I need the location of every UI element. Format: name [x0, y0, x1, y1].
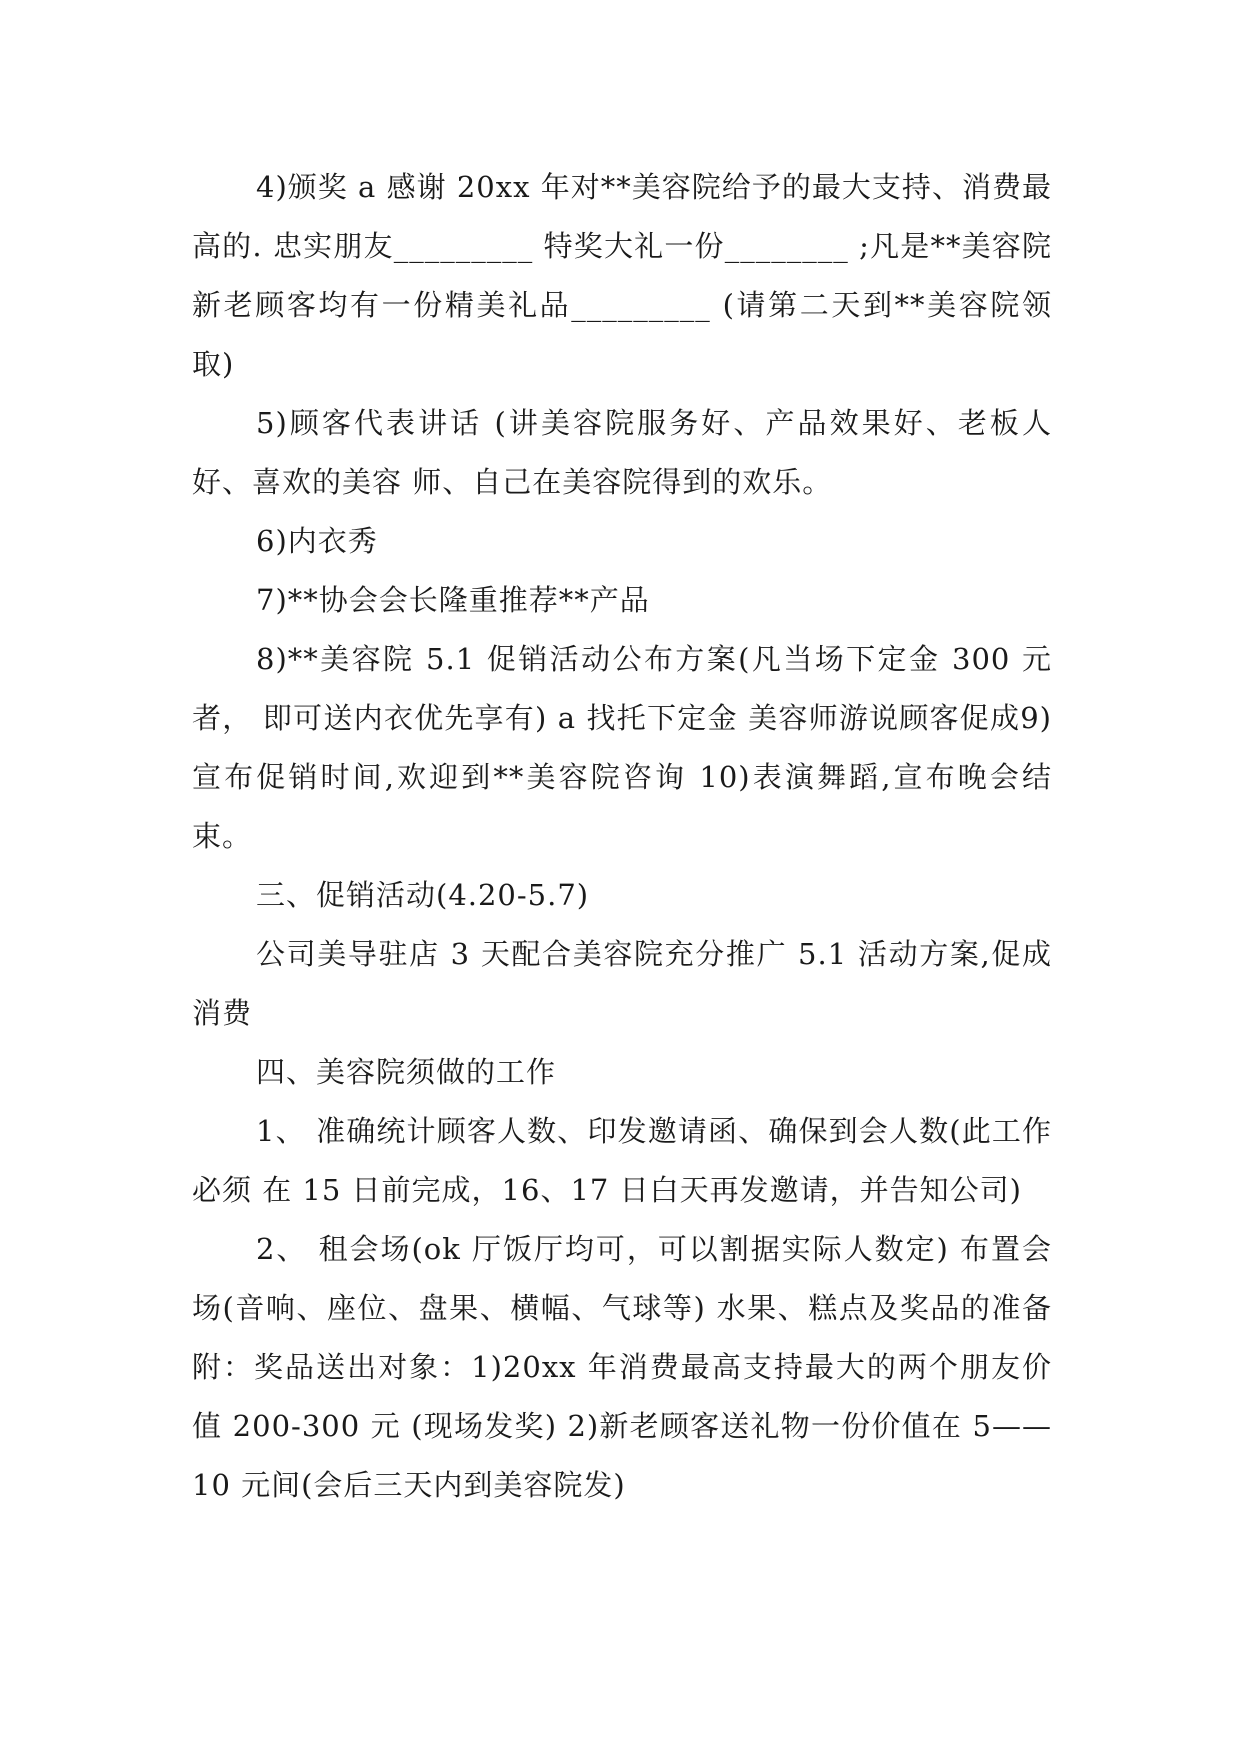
section-heading-salon-tasks: 四、美容院须做的工作 [256, 1055, 557, 1089]
paragraph-task-1: 1、 准确统计顾客人数、印发邀请函、确保到会人数(此工作必须 在 15 日前完成，16、17 日白天再发邀请，并告知公司) [192, 1114, 1052, 1207]
paragraph-customer-speech: 5)顾客代表讲话 (讲美容院服务好、产品效果好、老板人好、喜欢的美容 师、自己在美容院得到的欢乐。 [192, 406, 1052, 499]
paragraph-promotion-plan: 8)**美容院 5.1 促销活动公布方案(凡当场下定金 300 元者， 即可送内衣优先享有) a 找托下定金 美容师游说顾客促成9)宣布促销时间,欢迎到**美容院咨询 10)表演舞蹈,宣布晚会结束。 [192, 642, 1052, 853]
section-heading-promotion: 三、促销活动(4.20-5.7) [256, 878, 590, 912]
paragraph-promotion-details: 公司美导驻店 3 天配合美容院充分推广 5.1 活动方案,促成消费 [192, 937, 1052, 1030]
paragraph-product-recommendation: 7)**协会会长隆重推荐**产品 [256, 583, 650, 617]
paragraph-lingerie-show: 6)内衣秀 [256, 524, 378, 558]
document-body [192, 158, 1052, 1515]
paragraph-task-2: 2、 租会场(ok 厅饭厅均可，可以割据实际人数定) 布置会场(音响、座位、盘果、横幅、气球等) 水果、糕点及奖品的准备附：奖品送出对象：1)20xx 年消费最高支持最大的两个朋友价值 200-300 元 (现场发奖) 2)新老顾客送礼物一份价值在 5——10 元间(会后三天内到美容院发) [192, 1232, 1052, 1502]
paragraph-award: 4)颁奖 a 感谢 20xx 年对**美容院给予的最大支持、消费最高的. 忠实朋友_________ 特奖大礼一份________ ;凡是**美容院新老顾客均有一份精美礼品_________ (请第二天到**美容院领取) [192, 170, 1052, 381]
